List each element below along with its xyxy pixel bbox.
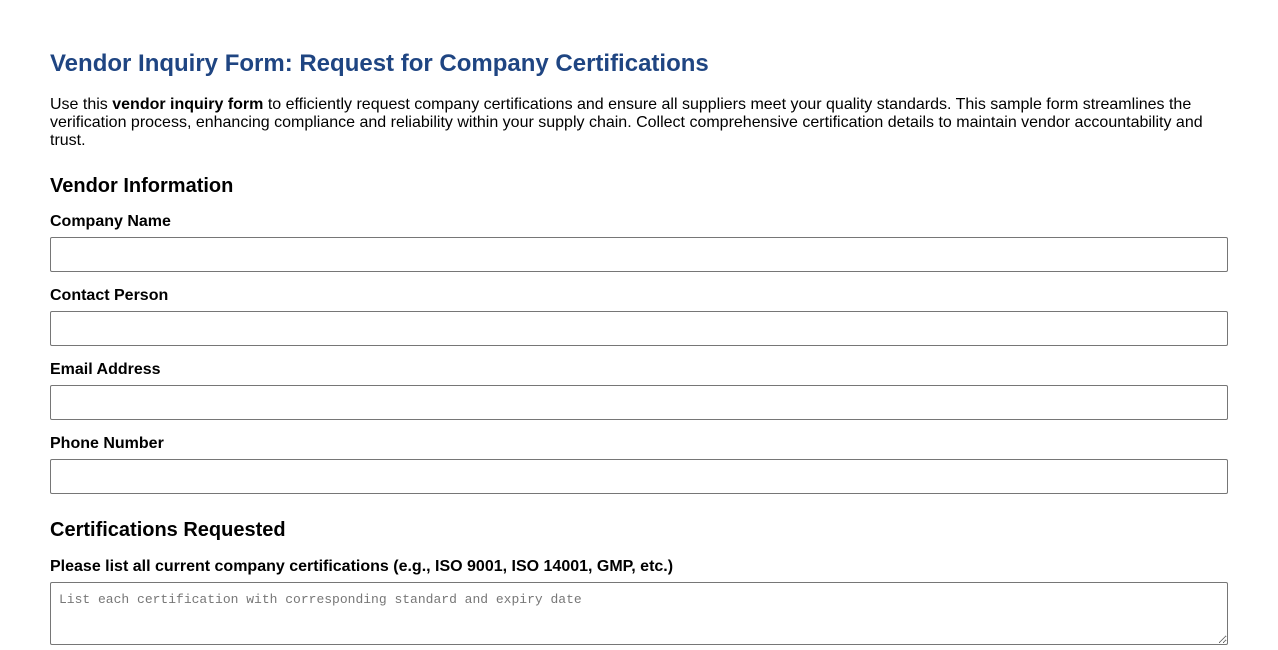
intro-prefix: Use this <box>50 96 113 113</box>
certifications-list-label: Please list all current company certifications (e.g., ISO 9001, ISO 14001, GMP, etc.) <box>50 558 674 575</box>
vendor-information-heading: Vendor Information <box>50 175 234 197</box>
phone-number-input[interactable] <box>50 459 1228 494</box>
contact-person-label: Contact Person <box>50 287 169 304</box>
contact-person-input[interactable] <box>50 311 1228 346</box>
intro-paragraph <box>50 96 1228 150</box>
certifications-list-textarea[interactable] <box>50 582 1228 645</box>
email-address-input[interactable] <box>50 385 1228 420</box>
company-name-input[interactable] <box>50 237 1228 272</box>
intro-bold-text: vendor inquiry form <box>112 96 264 113</box>
page-title: Vendor Inquiry Form: Request for Company Certifications <box>50 50 709 77</box>
company-name-label: Company Name <box>50 213 171 230</box>
intro-suffix: to efficiently request company certifications and ensure all suppliers meet your quality standards. This sample form streamlines the verification process, enhancing compliance and reliability within your supply chain. Collect comprehensive certification details to maintain vendor accountability and trust. <box>50 96 1203 149</box>
email-address-label: Email Address <box>50 361 161 378</box>
phone-number-label: Phone Number <box>50 435 164 452</box>
certifications-requested-heading: Certifications Requested <box>50 519 286 541</box>
